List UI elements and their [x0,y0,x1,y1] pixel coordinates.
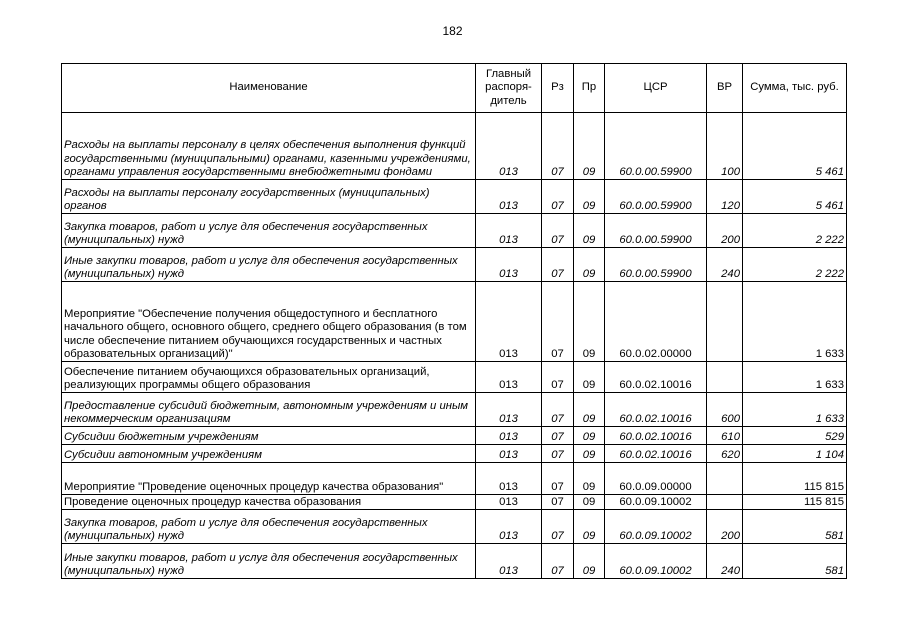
table-row [62,362,847,393]
table-row [62,248,847,282]
col-header-csr: ЦСР [605,64,707,113]
table-row [62,495,847,510]
row-vr: 240 [707,544,743,579]
row-sum: 5 461 [743,113,847,180]
row-grbs: 013 [476,463,542,495]
row-pr: 09 [574,544,605,579]
row-vr [707,495,743,510]
row-vr [707,282,743,362]
row-csr: 60.0.02.00000 [605,282,707,362]
row-pr: 09 [574,393,605,427]
row-sum: 115 815 [743,463,847,495]
table-header-row [62,64,847,113]
row-sum: 1 104 [743,445,847,463]
budget-table [61,63,847,579]
row-name: Субсидии бюджетным учреждениям [62,427,476,445]
row-vr: 610 [707,427,743,445]
row-csr: 60.0.00.59900 [605,214,707,248]
row-rz: 07 [542,495,574,510]
row-sum: 2 222 [743,248,847,282]
col-header-vr: ВР [707,64,743,113]
row-grbs: 013 [476,495,542,510]
col-header-grbs: Главный распоря-дитель [476,64,542,113]
row-csr: 60.0.09.10002 [605,510,707,544]
row-name: Обеспечение питанием обучающихся образовательных организаций, реализующих программы общего образования [62,362,476,393]
row-pr: 09 [574,248,605,282]
row-rz: 07 [542,248,574,282]
row-sum: 581 [743,510,847,544]
row-rz: 07 [542,180,574,214]
row-name: Расходы на выплаты персоналу государственных (муниципальных) органов [62,180,476,214]
row-grbs: 013 [476,544,542,579]
table-row [62,445,847,463]
row-pr: 09 [574,495,605,510]
row-name: Проведение оценочных процедур качества образования [62,495,476,510]
row-name: Мероприятие "Проведение оценочных процедур качества образования" [62,463,476,495]
row-vr: 620 [707,445,743,463]
row-csr: 60.0.09.10002 [605,495,707,510]
row-pr: 09 [574,427,605,445]
page-number: 182 [442,24,463,38]
row-grbs: 013 [476,248,542,282]
row-vr: 100 [707,113,743,180]
row-grbs: 013 [476,180,542,214]
row-pr: 09 [574,445,605,463]
table-row [62,544,847,579]
row-sum: 5 461 [743,180,847,214]
row-pr: 09 [574,362,605,393]
row-pr: 09 [574,180,605,214]
row-sum: 115 815 [743,495,847,510]
row-name: Закупка товаров, работ и услуг для обеспечения государственных (муниципальных) нужд [62,214,476,248]
row-grbs: 013 [476,362,542,393]
row-sum: 1 633 [743,362,847,393]
row-sum: 1 633 [743,282,847,362]
row-name: Предоставление субсидий бюджетным, автономным учреждениям и иным некоммерческим организациям [62,393,476,427]
row-rz: 07 [542,113,574,180]
row-vr: 600 [707,393,743,427]
row-rz: 07 [542,510,574,544]
row-sum: 581 [743,544,847,579]
row-csr: 60.0.00.59900 [605,248,707,282]
row-sum: 2 222 [743,214,847,248]
row-grbs: 013 [476,427,542,445]
table-row [62,113,847,180]
row-vr: 200 [707,510,743,544]
row-grbs: 013 [476,282,542,362]
row-rz: 07 [542,362,574,393]
row-rz: 07 [542,214,574,248]
table-row [62,282,847,362]
col-header-pr: Пр [574,64,605,113]
row-csr: 60.0.09.00000 [605,463,707,495]
row-vr: 200 [707,214,743,248]
row-grbs: 013 [476,214,542,248]
row-name: Иные закупки товаров, работ и услуг для обеспечения государственных (муниципальных) нужд [62,248,476,282]
row-name: Иные закупки товаров, работ и услуг для обеспечения государственных (муниципальных) нужд [62,544,476,579]
row-grbs: 013 [476,393,542,427]
row-csr: 60.0.09.10002 [605,544,707,579]
row-name: Закупка товаров, работ и услуг для обеспечения государственных (муниципальных) нужд [62,510,476,544]
row-vr [707,362,743,393]
col-header-sum: Сумма, тыс. руб. [743,64,847,113]
row-rz: 07 [542,393,574,427]
row-grbs: 013 [476,510,542,544]
table-row [62,463,847,495]
row-sum: 1 633 [743,393,847,427]
row-pr: 09 [574,463,605,495]
table-row [62,180,847,214]
col-header-rz: Рз [542,64,574,113]
row-sum: 529 [743,427,847,445]
row-csr: 60.0.02.10016 [605,445,707,463]
row-rz: 07 [542,544,574,579]
row-csr: 60.0.02.10016 [605,393,707,427]
row-grbs: 013 [476,445,542,463]
row-vr: 240 [707,248,743,282]
row-pr: 09 [574,510,605,544]
row-name: Расходы на выплаты персоналу в целях обеспечения выполнения функций государственными (муниципальными) органами, казенными учреждениями, органами управления государственными внебюджетными фондами [62,113,476,180]
row-csr: 60.0.00.59900 [605,113,707,180]
row-csr: 60.0.02.10016 [605,362,707,393]
row-vr: 120 [707,180,743,214]
row-rz: 07 [542,427,574,445]
row-pr: 09 [574,113,605,180]
row-name: Мероприятие "Обеспечение получения общедоступного и бесплатного начального общего, основного общего, среднего общего образования (в том числе обеспечение питанием обучающихся государственных и частных образовательных организаций)" [62,282,476,362]
row-pr: 09 [574,214,605,248]
table-row [62,427,847,445]
table-row [62,214,847,248]
row-rz: 07 [542,445,574,463]
row-csr: 60.0.02.10016 [605,427,707,445]
row-rz: 07 [542,463,574,495]
row-pr: 09 [574,282,605,362]
row-rz: 07 [542,282,574,362]
row-vr [707,463,743,495]
row-grbs: 013 [476,113,542,180]
row-csr: 60.0.00.59900 [605,180,707,214]
col-header-name: Наименование [62,64,476,113]
row-name: Субсидии автономным учреждениям [62,445,476,463]
table-row [62,393,847,427]
table-row [62,510,847,544]
